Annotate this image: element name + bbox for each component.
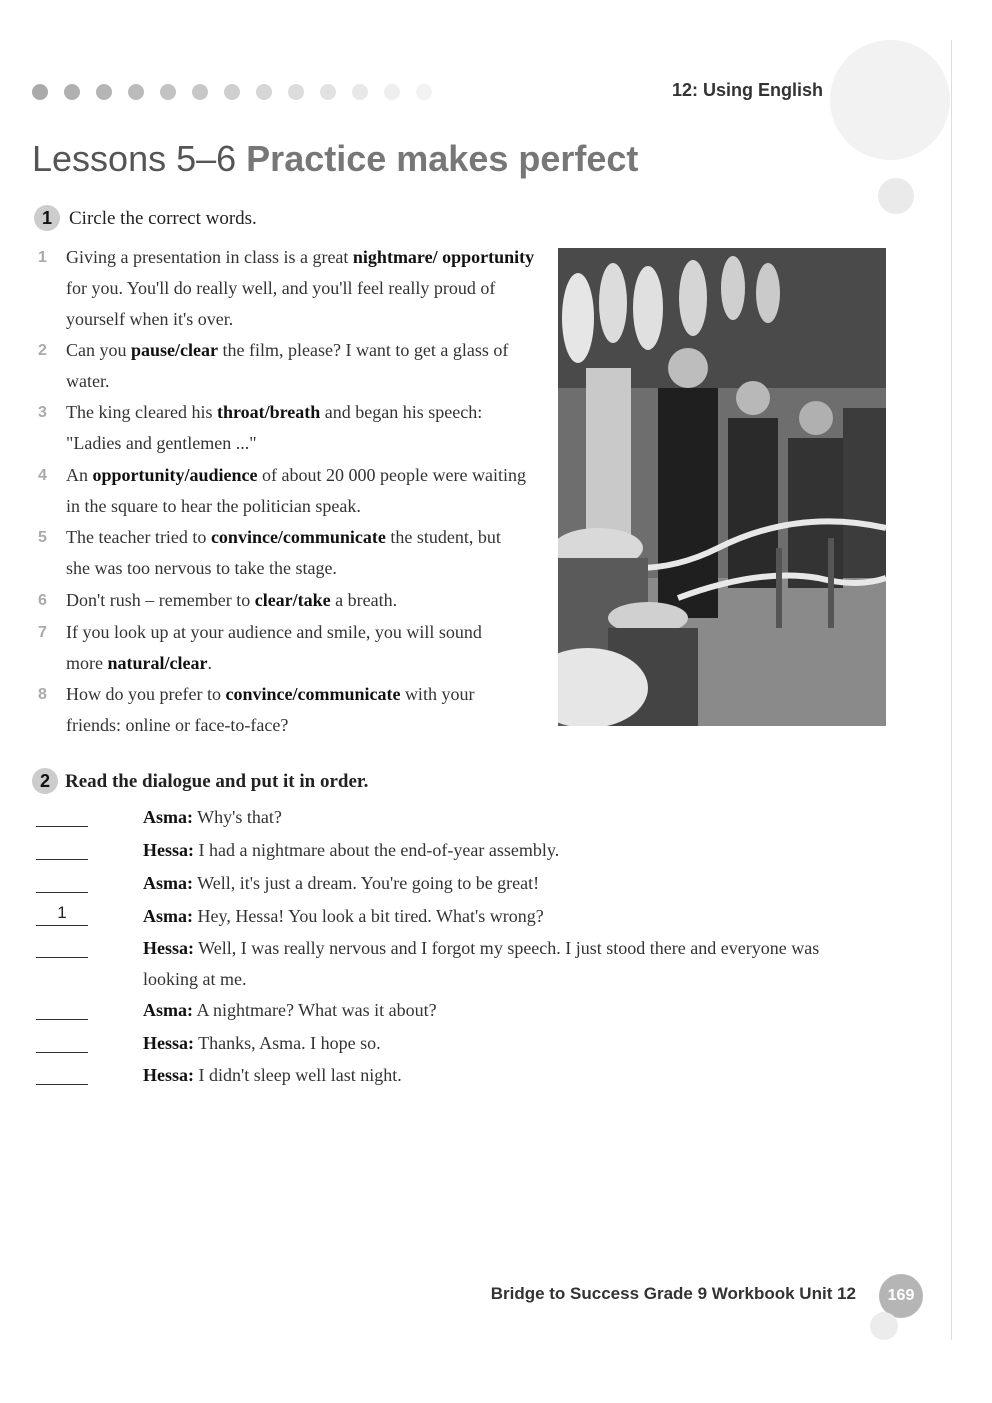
dialogue-text: A nightmare? What was it about? xyxy=(193,1000,437,1020)
order-answer-blank[interactable]: 1 xyxy=(36,901,88,926)
dialogue-text: Hey, Hessa! You look a bit tired. What's wrong? xyxy=(193,906,544,926)
order-answer-blank[interactable] xyxy=(36,933,88,958)
item-text xyxy=(66,679,526,741)
item-text xyxy=(66,460,536,522)
exercise-1-instruction: Circle the correct words. xyxy=(69,208,257,229)
item-text-part: . xyxy=(207,653,212,673)
speaker-name: Hessa: xyxy=(143,1033,194,1053)
item-text-part: The king cleared his xyxy=(66,402,217,422)
dialogue-text: Well, it's just a dream. You're going to be great! xyxy=(193,873,540,893)
speaker-name: Asma: xyxy=(143,906,193,926)
item-text xyxy=(66,242,536,335)
speaker-name: Asma: xyxy=(143,807,193,827)
page-number: 169 xyxy=(879,1274,923,1318)
decorative-circle xyxy=(830,40,950,160)
decorative-circle xyxy=(870,1312,898,1340)
order-answer-blank[interactable] xyxy=(36,1028,88,1053)
item-text-part: Giving a presentation in class is a great xyxy=(66,247,353,267)
item-number: 3 xyxy=(38,404,47,421)
decorative-circle xyxy=(878,178,914,214)
item-number: 1 xyxy=(38,249,47,266)
speaker-name: Asma: xyxy=(143,873,193,893)
lesson-title xyxy=(32,138,638,180)
order-answer-blank[interactable] xyxy=(36,995,88,1020)
item-number: 6 xyxy=(38,592,47,609)
exercise-2-number: 2 xyxy=(32,768,58,794)
order-answer-blank[interactable] xyxy=(36,802,88,827)
ceremony-photo xyxy=(558,248,886,726)
dialogue-line xyxy=(143,835,823,866)
item-text xyxy=(66,585,536,616)
dialogue-text: I had a nightmare about the end-of-year assembly. xyxy=(194,840,560,860)
speaker-name: Asma: xyxy=(143,1000,193,1020)
dialogue-line xyxy=(143,933,823,995)
word-choice[interactable]: natural/clear xyxy=(107,653,208,673)
item-text-part: The teacher tried to xyxy=(66,527,211,547)
dialogue-line xyxy=(143,802,823,833)
item-number: 7 xyxy=(38,624,47,641)
speaker-name: Hessa: xyxy=(143,938,194,958)
order-answer-blank[interactable] xyxy=(36,835,88,860)
order-answer-blank[interactable] xyxy=(36,868,88,893)
dialogue-line xyxy=(143,1060,823,1091)
item-text xyxy=(66,335,526,397)
item-text-part: How do you prefer to xyxy=(66,684,226,704)
item-text-part: for you. You'll do really well, and you'll feel really proud of yourself when it's over. xyxy=(66,278,496,329)
item-number: 8 xyxy=(38,686,47,703)
speaker-name: Hessa: xyxy=(143,1065,194,1085)
word-choice[interactable]: clear/take xyxy=(254,590,331,610)
dialogue-line xyxy=(143,995,823,1026)
book-title-footer: Bridge to Success Grade 9 Workbook Unit 12 xyxy=(490,1284,856,1303)
item-number: 5 xyxy=(38,529,47,546)
exercise-2-instruction: Read the dialogue and put it in order. xyxy=(65,771,369,792)
word-choice[interactable]: nightmare/ opportunity xyxy=(352,247,535,267)
item-number: 4 xyxy=(38,467,47,484)
lesson-prefix: Lessons 5–6 xyxy=(32,138,237,179)
word-choice[interactable]: convince/communicate xyxy=(225,684,401,704)
item-text-part: the film, please? I want to get a glass of water. xyxy=(66,340,509,391)
dialogue-text: Thanks, Asma. I hope so. xyxy=(194,1033,381,1053)
dialogue-line xyxy=(143,1028,823,1059)
dialogue-text: Well, I was really nervous and I forgot my speech. I just stood there and everyone was looking at me. xyxy=(143,938,820,989)
dialogue-text: I didn't sleep well last night. xyxy=(194,1065,402,1085)
exercise-1-number: 1 xyxy=(34,205,60,231)
dialogue-line xyxy=(143,901,823,932)
item-text-part: the student, but she was too nervous to take the stage. xyxy=(66,527,501,578)
word-choice[interactable]: pause/clear xyxy=(131,340,218,360)
item-text-part: with your friends: online or face-to-face? xyxy=(66,684,475,735)
item-text xyxy=(66,522,506,584)
lesson-name: Practice makes perfect xyxy=(246,138,639,179)
page-edge-line xyxy=(951,40,952,1340)
item-text-part: Can you xyxy=(66,340,131,360)
unit-title: 12: Using English xyxy=(671,80,823,100)
item-number: 2 xyxy=(38,342,47,359)
item-text-part: An xyxy=(66,465,93,485)
speaker-name: Hessa: xyxy=(143,840,194,860)
item-text-part: If you look up at your audience and smile, you will sound more xyxy=(66,622,482,673)
word-choice[interactable]: opportunity/audience xyxy=(92,465,258,485)
dialogue-line xyxy=(143,868,823,899)
item-text xyxy=(66,617,506,679)
dialogue-text: Why's that? xyxy=(193,807,282,827)
word-choice[interactable]: throat/breath xyxy=(216,402,321,422)
item-text-part: of about 20 000 people were waiting in the square to hear the politician speak. xyxy=(66,465,526,516)
item-text-part: and began his speech: "Ladies and gentlemen ..." xyxy=(66,402,483,453)
item-text-part: a breath. xyxy=(330,590,398,610)
item-text xyxy=(66,397,506,459)
word-choice[interactable]: convince/communicate xyxy=(210,527,386,547)
item-text-part: Don't rush – remember to xyxy=(66,590,255,610)
order-answer-blank[interactable] xyxy=(36,1060,88,1085)
